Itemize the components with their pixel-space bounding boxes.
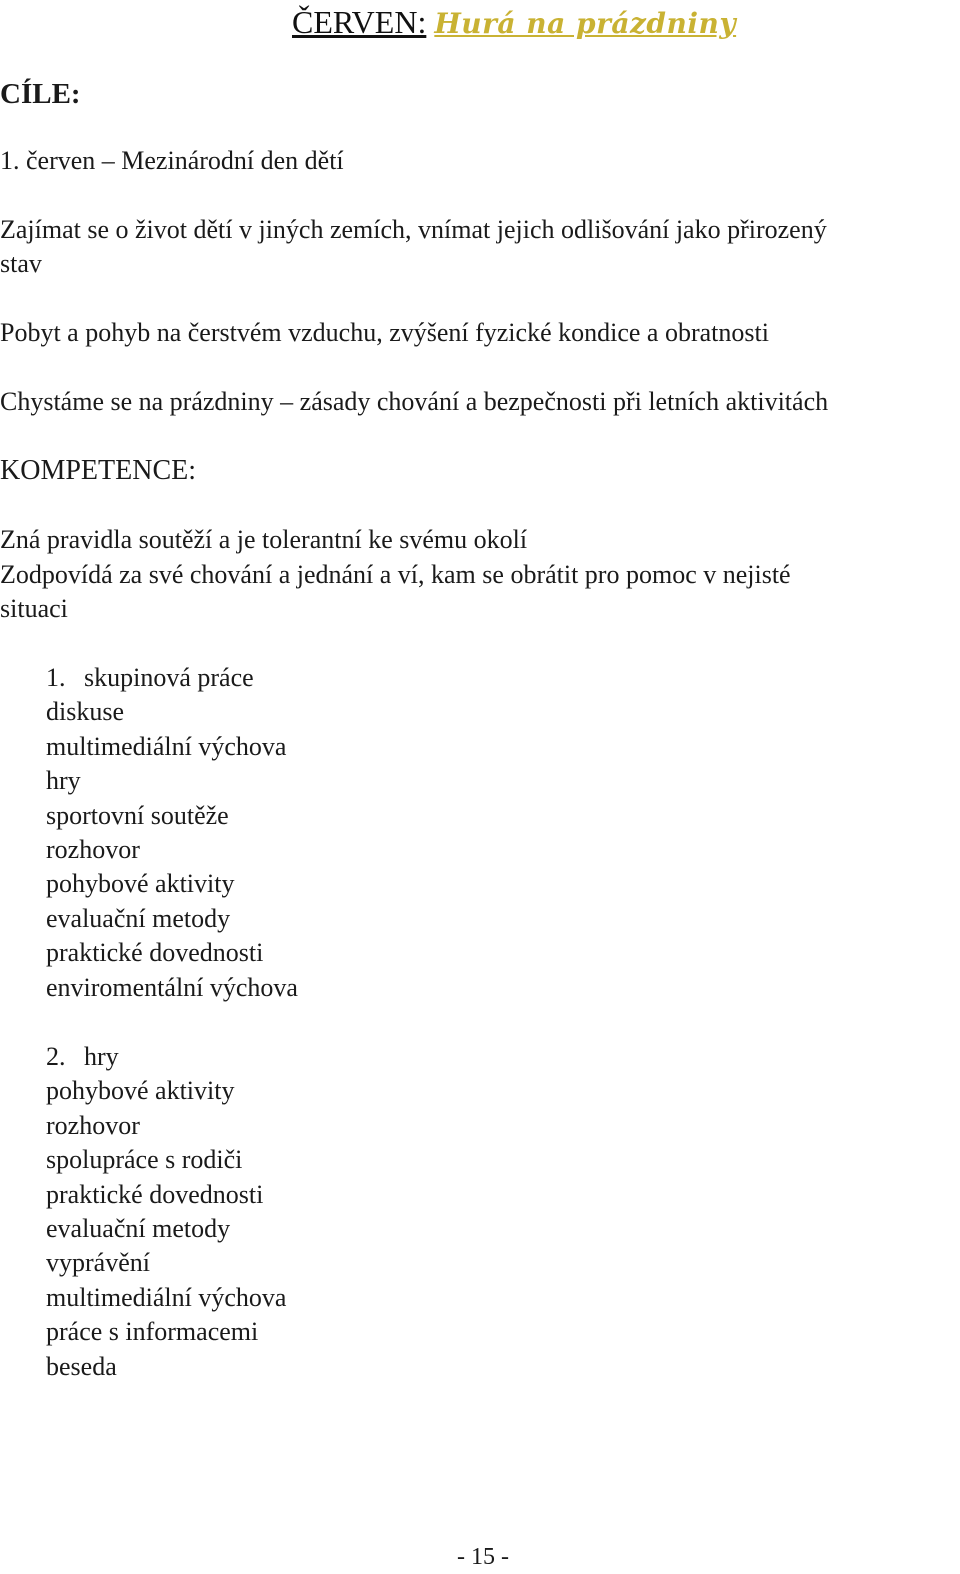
list-item: beseda: [46, 1351, 117, 1381]
list-item: evaluační metody: [46, 1214, 231, 1244]
list-item: rozhovor: [46, 1110, 140, 1140]
goal-line: stav: [0, 249, 42, 278]
page-number: - 15 -: [457, 1544, 509, 1570]
list-item: evaluační metody: [46, 903, 231, 933]
competence-line: Zodpovídá za své chování a jednání a ví, kam se obrátit pro pomoc v nejisté: [0, 560, 791, 589]
list-item: multimediální výchova: [46, 731, 287, 761]
list-number: 1.: [46, 663, 66, 692]
competence-line: Zná pravidla soutěží a je tolerantní ke svému okolí: [0, 525, 528, 554]
list-item: praktické dovednosti: [46, 1179, 264, 1209]
list-item: enviromentální výchova: [46, 972, 298, 1002]
list-item: pohybové aktivity: [46, 869, 235, 899]
list-item: sportovní soutěže: [46, 800, 229, 830]
list-number: 2.: [46, 1042, 66, 1071]
list-item: 1. skupinová práce: [46, 661, 298, 695]
title-month: ČERVEN:: [292, 4, 427, 40]
goals-heading: CÍLE:: [0, 78, 81, 110]
method-list-1: [46, 661, 298, 1005]
goal-line: Chystáme se na prázdniny – zásady chování a bezpečnosti při letních aktivitách: [0, 387, 829, 416]
competence-heading: KOMPETENCE:: [0, 455, 196, 486]
goal-line: 1. červen – Mezinárodní den dětí: [0, 146, 344, 175]
title-subtitle: Hurá na prázdniny: [434, 7, 737, 40]
list-item: práce s informacemi: [46, 1317, 259, 1347]
list-item: spolupráce s rodiči: [46, 1145, 243, 1175]
page-title: [292, 2, 736, 44]
list-item: praktické dovednosti: [46, 938, 264, 968]
list-item: hry: [46, 766, 81, 796]
goal-line: Pobyt a pohyb na čerstvém vzduchu, zvýšení fyzické kondice a obratnosti: [0, 318, 769, 347]
goal-line: Zajímat se o život dětí v jiných zemích, vnímat jejich odlišování jako přirozený: [0, 215, 827, 244]
list-item: rozhovor: [46, 835, 140, 865]
list-item: 2. hry: [46, 1040, 286, 1074]
list-item: vyprávění: [46, 1248, 150, 1278]
method-list-2: [46, 1040, 286, 1384]
list-item: multimediální výchova: [46, 1282, 287, 1312]
list-item: diskuse: [46, 697, 124, 727]
list-item: pohybové aktivity: [46, 1076, 235, 1106]
competence-line: situaci: [0, 594, 68, 623]
